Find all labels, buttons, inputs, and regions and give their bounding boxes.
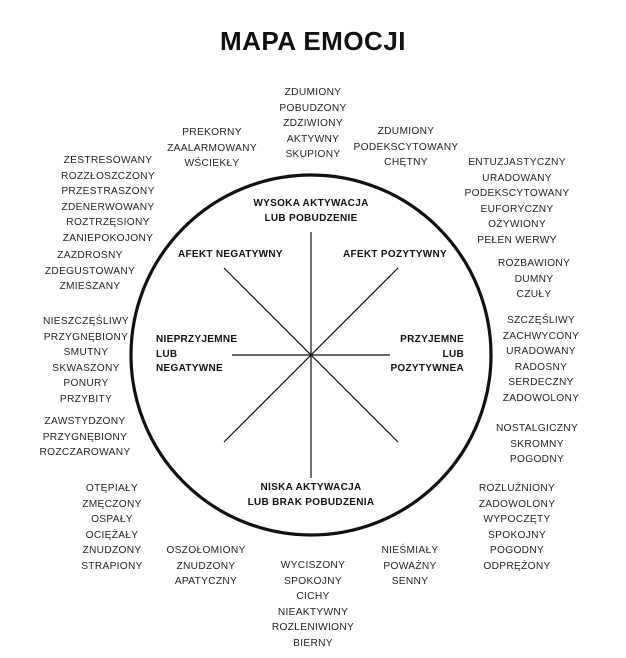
- emotion-word: ZDUMIONY: [284, 87, 342, 98]
- emotion-word: ZESTRESOWANY: [63, 155, 153, 166]
- emotion-group-bottom-left-2: [81, 481, 143, 575]
- axis-label-line: POZYTYWNEA: [390, 363, 464, 374]
- emotion-word: ZDUMIONY: [377, 126, 435, 137]
- emotion-word: ZNUDZONY: [82, 545, 142, 557]
- emotion-word: ZDENERWOWANY: [61, 201, 155, 213]
- emotion-group-top-left-2: [167, 125, 257, 172]
- axis-label-line: PRZYJEMNE: [400, 334, 464, 345]
- emotion-word: APATYCZNY: [174, 576, 238, 588]
- axis-label-top-left: AFEKT NEGATYWNY: [178, 249, 283, 260]
- emotion-word: PONURY: [63, 378, 109, 390]
- emotion-group-right-2: [503, 313, 580, 407]
- emotion-word: PRZYGNĘBIONY: [42, 431, 128, 443]
- emotion-word: WYPOCZĘTY: [483, 514, 551, 526]
- emotion-word: SPOKOJNY: [284, 575, 342, 587]
- emotion-word: SMUTNY: [63, 347, 109, 359]
- emotion-word: ENTUZJASTYCZNY: [468, 157, 566, 168]
- axis-label-top: [253, 197, 368, 226]
- emotion-word: OSZOŁOMIONY: [166, 545, 246, 556]
- emotion-group-top: [279, 85, 346, 163]
- emotion-word: DUMNY: [514, 273, 554, 285]
- emotion-group-top-right-1: [354, 124, 459, 171]
- emotion-group-bottom-right-1: [479, 481, 556, 575]
- emotion-word: PODEKSCYTOWANY: [464, 188, 570, 200]
- emotion-group-left-2: [43, 314, 129, 408]
- emotion-group-bottom-left-1: [166, 543, 245, 590]
- axis-label-line: NISKA AKTYWACJA: [260, 482, 362, 493]
- emotion-word: ZADOWOLONY: [478, 498, 556, 510]
- emotion-word: CZUŁY: [516, 289, 552, 301]
- emotion-word: CICHY: [296, 591, 330, 603]
- emotion-word: AKTYWNY: [286, 133, 340, 145]
- emotion-word: ZANIEPOKOJONY: [62, 232, 154, 244]
- emotion-word: WŚCIEKŁY: [184, 158, 240, 170]
- emotion-word: ROZLUŹNIONY: [478, 483, 556, 494]
- emotion-word: PODEKSCYTOWANY: [353, 141, 459, 153]
- emotion-word: ZACHWYCONY: [502, 330, 580, 342]
- emotion-word: EUFORYCZNY: [480, 203, 554, 215]
- emotion-word: ZDEGUSTOWANY: [44, 265, 136, 277]
- emotion-group-left-1: [40, 414, 131, 461]
- emotion-word: ROZLENIWIONY: [271, 622, 355, 634]
- axis-label-left: [156, 333, 237, 377]
- axis-label-line: WYSOKA AKTYWACJA: [253, 198, 369, 209]
- emotion-word: URADOWANY: [482, 172, 552, 184]
- emotion-word: BIERNY: [293, 637, 333, 649]
- emotion-word: SZCZĘŚLIWY: [506, 315, 576, 326]
- emotion-word: SENNY: [391, 576, 429, 588]
- axis-label-line: NIEPRZYJEMNE: [156, 334, 238, 345]
- emotion-word: RADOSNY: [514, 361, 568, 373]
- emotion-word: NIEAKTYWNY: [277, 606, 349, 618]
- emotion-word: WYCISZONY: [280, 560, 346, 571]
- emotion-word: ODPRĘŻONY: [483, 560, 551, 572]
- emotion-word: ROZZŁOSZCZONY: [61, 170, 155, 182]
- emotion-group-right-3: [496, 421, 578, 468]
- emotion-group-top-right-2: [465, 155, 570, 249]
- emotion-word: PRZESTRASZONY: [61, 186, 155, 198]
- emotion-word: SKROMNY: [510, 438, 564, 450]
- axis-label-bottom: [248, 481, 375, 510]
- axis-label-right: [390, 333, 464, 377]
- emotion-word: ZDZIWIONY: [283, 118, 343, 130]
- emotion-word: ZAALARMOWANY: [167, 142, 257, 154]
- emotion-group-top-left-1: [61, 153, 155, 247]
- axis-label-line: LUB BRAK POBUDZENIA: [247, 496, 375, 508]
- emotion-word: POWAŻNY: [383, 560, 437, 572]
- emotion-word: POGODNY: [489, 545, 545, 557]
- emotion-group-bottom: [272, 558, 354, 652]
- emotion-group-right-1: [498, 256, 570, 303]
- emotion-word: STRAPIONY: [81, 560, 143, 572]
- axis-label-top-right: AFEKT POZYTYWNY: [343, 249, 447, 260]
- emotion-word: PRZYGNĘBIONY: [43, 331, 129, 343]
- emotion-word: ZNUDZONY: [176, 560, 236, 572]
- emotion-word: POBUDZONY: [279, 102, 347, 114]
- emotion-word: OŻYWIONY: [488, 219, 546, 231]
- emotion-word: SKUPIONY: [285, 149, 341, 161]
- emotion-word: POGODNY: [509, 454, 565, 466]
- emotion-word: ZMIESZANY: [59, 281, 121, 293]
- emotion-word: OTĘPIAŁY: [85, 483, 139, 494]
- emotion-word: ROZTRZĘSIONY: [66, 217, 150, 229]
- emotion-word: ZAWSTYDZONY: [44, 416, 126, 427]
- emotion-word: URADOWANY: [506, 346, 576, 358]
- emotion-word: CHĘTNY: [384, 157, 428, 169]
- page-title: MAPA EMOCJI: [219, 26, 407, 56]
- axis-label-line: LUB: [156, 348, 178, 360]
- emotion-word: NOSTALGICZNY: [495, 423, 579, 434]
- emotion-word: PREKORNY: [182, 127, 242, 138]
- emotion-word: ROZCZAROWANY: [39, 447, 131, 459]
- emotion-word: OCIĘŻAŁY: [85, 529, 139, 541]
- emotion-word: NIEŚMIAŁY: [381, 545, 439, 556]
- emotion-word: OSPAŁY: [91, 514, 133, 526]
- axis-label-line: LUB: [442, 348, 464, 360]
- emotion-word: SPOKOJNY: [488, 529, 546, 541]
- emotion-word: ZAZDROSNY: [57, 250, 123, 261]
- emotion-group-left-3: [45, 248, 135, 295]
- emotion-word: ZMĘCZONY: [82, 498, 142, 510]
- emotion-word: PEŁEN WERWY: [477, 234, 557, 246]
- emotion-word: SERDECZNY: [508, 377, 574, 389]
- axis-label-line: NEGATYWNE: [156, 363, 223, 374]
- emotion-word: SKWASZONY: [52, 362, 120, 374]
- emotion-word: PRZYBITY: [59, 393, 113, 405]
- emotion-group-bottom-right-2: [381, 543, 438, 590]
- emotion-word: NIESZCZĘŚLIWY: [43, 316, 129, 327]
- emotion-word: ROZBAWIONY: [497, 258, 571, 269]
- axis-label-line: LUB POBUDZENIE: [264, 212, 358, 224]
- emotion-word: ZADOWOLONY: [502, 392, 580, 404]
